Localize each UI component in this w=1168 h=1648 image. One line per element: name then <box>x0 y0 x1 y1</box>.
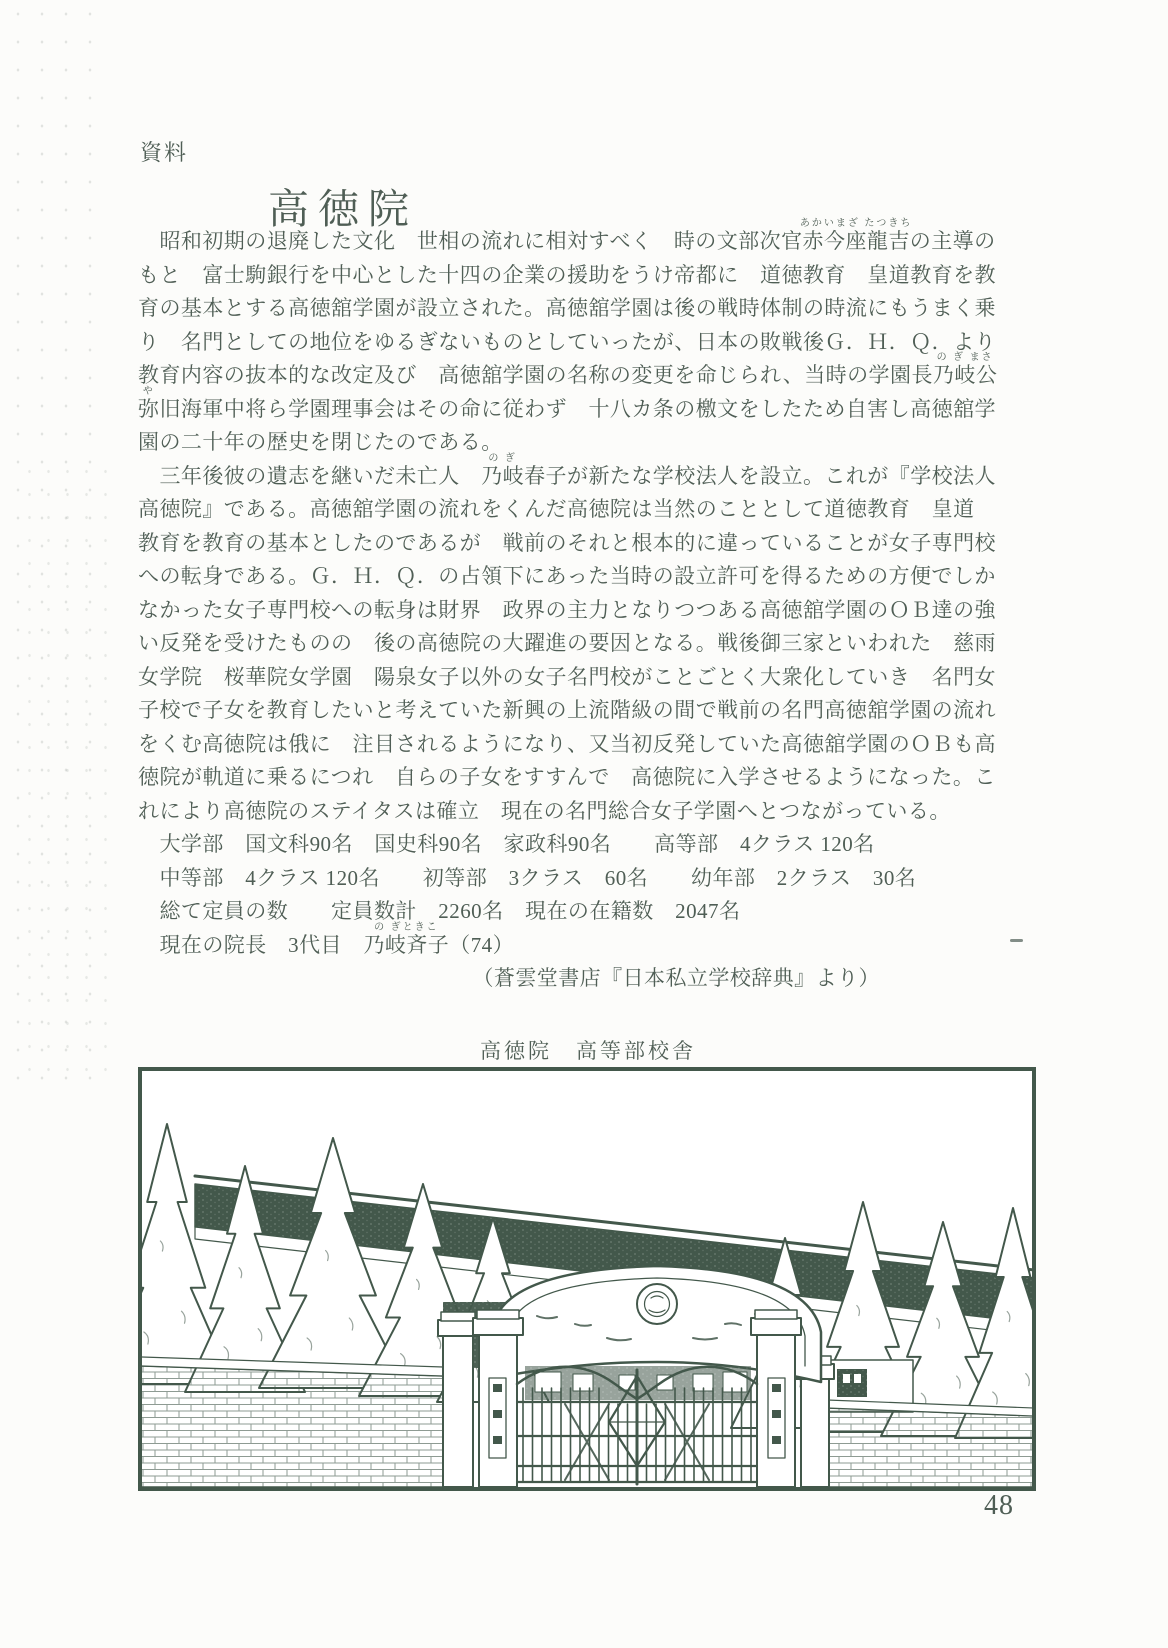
text-line: （蒼雲堂書店『日本私立学校辞典』より） <box>472 966 880 990</box>
ruby-annotated-name: の ぎ まさ 乃岐公 <box>932 352 998 387</box>
text-line: 徳院が軌道に乗るにつれ 自らの子女をすすんで 高徳院に入学させるようになった。こ <box>138 765 996 789</box>
text-line: れにより高徳院のステイタスは確立 現在の名門総合女子学園へとつながっている。 <box>138 798 951 823</box>
page-title: 高徳院 <box>268 186 418 232</box>
scanner-noise-left-edge <box>6 0 106 1080</box>
source-line <box>138 962 980 996</box>
text-line: 中等部 4クラス 120名 初等部 3クラス 60名 幼年部 2クラス 30名 <box>138 865 917 890</box>
body-text <box>138 218 998 996</box>
text-line: をくむ高徳院は俄に 注目されるようになり、又当初反発していた高徳舘学園のＯＢも高 <box>138 731 996 756</box>
text-line: 昭和初期の退廃した文化 世相の流れに相対すべく 時の文部次官 あかいまざ たつきち 赤今座龍吉の主導の <box>138 218 996 253</box>
ruby-annotated-name: の ぎ 乃岐 <box>481 452 525 488</box>
furigana: の ぎ まさ <box>936 352 994 363</box>
text-line: への転身である。Ｇ．Ｈ．Ｑ．の占領下にあった当時の設立許可を得るための方便でしか <box>138 564 996 588</box>
furigana: や <box>142 385 155 397</box>
ruby-annotated-name: あかいまざ たつきち 赤今座龍吉 <box>799 218 913 253</box>
text-line: 園の二十年の歴史を閉じたのである。 <box>138 430 503 454</box>
brick-wall-right <box>827 1400 1034 1487</box>
ruby-annotated-name: や 弥 <box>138 385 160 421</box>
founding-history-paragraph <box>138 218 998 460</box>
school-building-illustration <box>137 1066 1037 1492</box>
brick-wall-left <box>141 1357 443 1487</box>
page-number: 48 <box>984 1490 1014 1521</box>
illustration-caption: 高徳院 高等部校舎 <box>480 1039 696 1063</box>
text-line: 総て定員の数 定員数計 2260名 現在の在籍数 2047名 <box>138 899 741 923</box>
text-line: なかった女子専門校への転身は財界 政界の主力となりつつある高徳舘学園のＯＢ達の強 <box>138 597 996 622</box>
text-line: や 弥旧海軍中将ら学園理事会はその命に従わず 十八カ条の檄文をしたため自害し高徳舘学 <box>138 385 996 421</box>
text-line: 現在の院長 3代目 の ぎときこ 乃岐斉子（74） <box>138 921 515 957</box>
furigana: の ぎ <box>488 452 517 464</box>
text-line: 高徳院』である。高徳舘学園の流れをくんだ高徳院は当然のこととして道徳教育 皇道 <box>138 497 975 521</box>
text-line: 育の基本とする高徳舘学園が設立された。高徳舘学園は後の戦時体制の時流にもうまく乗 <box>138 296 996 320</box>
postwar-paragraph <box>138 452 997 829</box>
outer-gate-pillar-left <box>438 1312 478 1487</box>
text-line: もと 富士駒銀行を中心とした十四の企業の援助をうけ帝都に 道徳教育 皇道教育を教 <box>138 262 996 287</box>
stray-pen-mark <box>1010 939 1023 942</box>
enrollment-stats-block <box>138 828 980 962</box>
text-line: 大学部 国文科90名 国史科90名 家政科90名 高等部 4クラス 120名 <box>138 832 875 856</box>
text-line: り 名門としての地位をゆるぎないものとしていったが、日本の敗戦後Ｇ．Ｈ．Ｑ．より <box>138 329 996 354</box>
text-line: い反発を受けたものの 後の高徳院の大躍進の要因となる。戦後御三家といわれた 慈雨 <box>138 631 996 655</box>
text-line: 教育を教育の基本としたのであるが 戦前のそれと根本的に違っていることが女子専門校 <box>138 530 996 555</box>
text-line: 三年後彼の遺志を継いだ未亡人 の ぎ 乃岐春子が新たな学校法人を設立。これが『学校法人 <box>138 452 997 488</box>
inner-gate-pillar-left <box>473 1310 523 1487</box>
text-line: 子校で子女を教育したいと考えていた新興の上流階級の間で戦前の名門高徳舘学園の流れ <box>138 698 996 722</box>
furigana: あかいまざ たつきち <box>799 218 913 229</box>
ruby-annotated-name: の ぎときこ 乃岐斉子 <box>363 921 450 957</box>
furigana: の ぎときこ <box>374 921 439 933</box>
scanner-noise-left-edge-2 <box>20 460 120 1080</box>
inner-gate-pillar-right <box>751 1310 801 1487</box>
document-label: 資料 <box>140 140 189 165</box>
text-line: 教育内容の抜本的な改定及び 高徳舘学園の名称の変更を命じられ、当時の学園長 の ぎ まさ 乃岐公 <box>138 352 998 387</box>
text-line: 女学院 桜華院女学園 陽泉女子以外の女子名門校がことごとく大衆化していき 名門女 <box>138 664 996 689</box>
